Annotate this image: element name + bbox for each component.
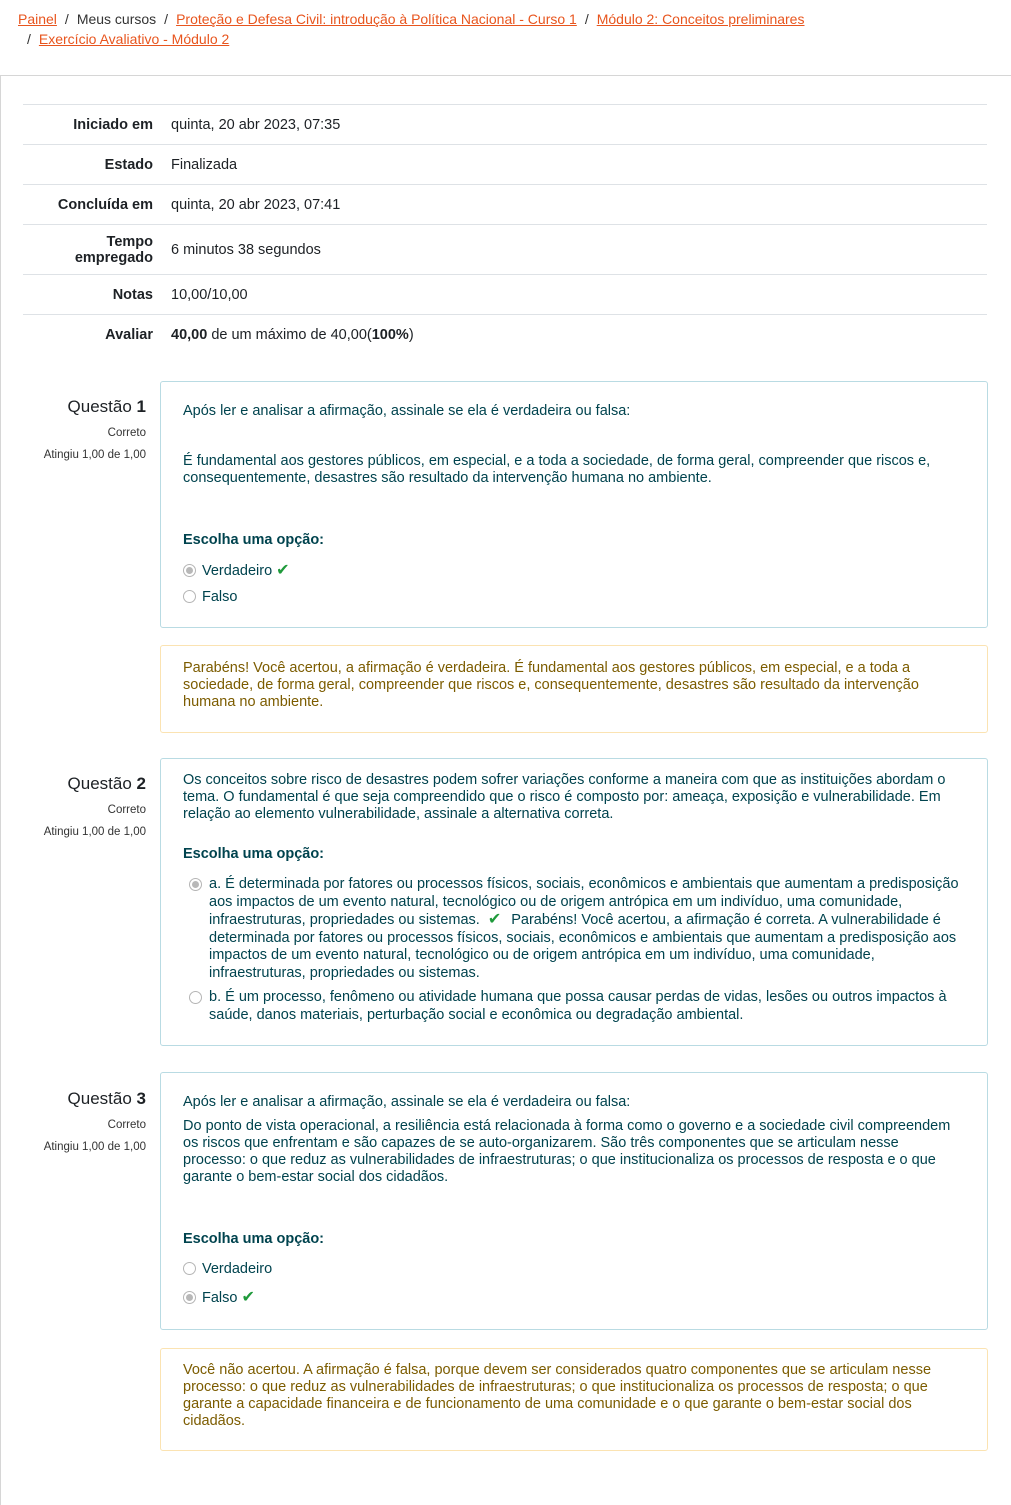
summary-label [23,225,163,275]
option-label: Verdadeiro [202,563,273,579]
summary-value [163,315,987,355]
question-3-content [160,1072,988,1330]
answer-prompt: Escolha uma opção: [183,846,325,862]
summary-value: Finalizada [171,156,238,173]
question-number [20,774,146,794]
summary-row-marks [23,275,987,315]
question-state: Correto [107,427,146,439]
summary-label: Avaliar [105,326,153,343]
summary-row-time [23,225,987,275]
option-feedback: Parabéns! Você acertou, a afirmação é correta. A vulnerabilidade é determinada por fatores ou processos físicos, sociais, econômicos e ambientais que aumentam a predisposição aos impactos de um evento natural, tecnológico ou de origem antrópica em um indivíduo, uma comunidade, infraestruturas, propriedades ou sistemas. [209,912,957,981]
answer-prompt: Escolha uma opção: [183,532,325,548]
question-grade: Atingiu 1,00 de 1,00 [43,826,146,838]
question-number [20,1089,146,1109]
attempt-summary-table [23,104,987,355]
summary-label: Notas [112,286,153,303]
question-state: Correto [107,804,146,816]
option-b[interactable] [183,989,963,1024]
summary-row-started [23,105,987,145]
grade-score: 40,00 [171,326,208,343]
summary-row-grade [23,315,987,355]
option-verdadeiro[interactable] [183,562,965,580]
question-3-feedback [160,1348,988,1451]
radio-button[interactable] [183,1291,196,1304]
breadcrumb-painel[interactable]: Painel [18,11,57,27]
radio-button[interactable] [183,590,196,603]
grade-percent: 100% [371,326,409,343]
question-number [20,397,146,417]
question-label: Questão [67,1089,132,1108]
question-intro: Após ler e analisar a afirmação, assinale se ela é verdadeira ou falsa: [183,1094,631,1110]
question-2-info [20,774,146,838]
feedback-text: Parabéns! Você acertou, a afirmação é verdadeira. É fundamental aos gestores públicos, em especial, e a toda a sociedade, de forma geral, compreender que riscos e, consequentemente, desastres são resultado da intervenção humana no ambiente. [183,660,919,710]
breadcrumb-separator: / [64,11,69,27]
feedback-text: Você não acertou. A afirmação é falsa, porque devem ser considerados quatro componentes que se articulam nesse processo: o que reduz as vulnerabilidades de infraestruturas; o que institucionaliza os processos de resposta; o que garante a capacidade financeira e de funcionamento de uma comunidade e o que garante o bem-estar social dos cidadãos. [183,1362,932,1429]
grade-text: de um máximo de 40,00( [207,326,372,343]
question-label: Questão [67,774,132,793]
option-label: a. É determinada por fatores ou processos físicos, sociais, econômicos e ambientais que aumentam a predisposição aos impactos de um evento natural, tecnológico ou de origem antrópica em um indivíduo, uma comunidade, infraestruturas, propriedades ou sistemas. [209,876,959,928]
question-2-content [160,758,988,1046]
question-statement: Do ponto de vista operacional, a resiliência está relacionada à forma como o governo e a sociedade civil compreendem os riscos que enfrentam e são capazes de se auto-organizarem. São três componentes que se articulam nesse processo: o que reduz as vulnerabilidades de infraestruturas; o que institucionaliza os processos de resposta e o que garante o bem-estar social dos cidadãos. [183,1118,951,1185]
summary-label: Concluída em [57,196,153,213]
check-icon: ✔ [487,911,502,928]
summary-label-line: Tempo [106,233,153,250]
option-a-text [183,876,963,982]
radio-button[interactable] [183,1262,196,1275]
breadcrumb-separator: / [164,11,169,27]
question-statement: É fundamental aos gestores públicos, em especial, e a toda a sociedade, de forma geral, compreender que riscos e, consequentemente, desastres são resultado da intervenção humana no ambiente. [183,453,931,486]
summary-value: quinta, 20 abr 2023, 07:35 [171,116,341,133]
option-b-text: b. É um processo, fenômeno ou atividade humana que possa causar perdas de vidas, lesões ou outros impactos à saúde, danos materiais, perturbação social e econômica ou degradação ambiental. [209,989,947,1023]
summary-value: quinta, 20 abr 2023, 07:41 [171,196,341,213]
answer-prompt: Escolha uma opção: [183,1231,325,1247]
option-a[interactable] [183,876,963,982]
breadcrumb-meus-cursos: Meus cursos [76,11,157,27]
radio-button[interactable] [183,564,196,577]
breadcrumb-exercicio[interactable]: Exercício Avaliativo - Módulo 2 [38,31,230,47]
radio-button[interactable] [189,991,202,1004]
option-label: Falso [202,1290,238,1306]
question-number-value: 2 [136,774,146,793]
summary-label: Estado [104,156,153,173]
question-1-info [20,397,146,461]
breadcrumb-modulo[interactable]: Módulo 2: Conceitos preliminares [596,11,805,27]
summary-value: 6 minutos 38 segundos [171,241,321,258]
breadcrumb-separator: / [27,31,31,47]
option-label: Falso [202,589,238,605]
summary-label-line: empregado [74,249,153,266]
question-1-feedback [160,645,988,733]
question-number-value: 3 [136,1089,146,1108]
question-1-content [160,381,988,628]
check-icon: ✔ [276,562,290,579]
question-statement: Os conceitos sobre risco de desastres podem sofrer variações conforme a maneira com que as instituições abordam o tema. O fundamental é que seja compreendido que o risco é composto por: ameaça, exposição e vulnerabilidade. Em relação ao elemento vulnerabilidade, assinale a alternativa correta. [183,772,946,822]
option-verdadeiro[interactable] [183,1261,965,1278]
check-icon: ✔ [241,1289,255,1306]
radio-button[interactable] [189,878,202,891]
question-number-value: 1 [136,397,146,416]
option-label: Verdadeiro [202,1261,273,1277]
question-intro: Após ler e analisar a afirmação, assinale se ela é verdadeira ou falsa: [183,403,631,419]
option-falso[interactable] [183,589,965,606]
breadcrumb [18,9,998,49]
summary-label: Iniciado em [73,116,153,133]
summary-row-completed [23,185,987,225]
grade-text: ) [408,326,414,343]
summary-row-state [23,145,987,185]
option-falso[interactable] [183,1289,965,1307]
question-3-info [20,1089,146,1153]
summary-value: 10,00/10,00 [171,286,248,303]
breadcrumb-curso[interactable]: Proteção e Defesa Civil: introdução à Política Nacional - Curso 1 [176,11,577,27]
question-grade: Atingiu 1,00 de 1,00 [43,449,146,461]
question-state: Correto [107,1119,146,1131]
question-grade: Atingiu 1,00 de 1,00 [43,1141,146,1153]
question-label: Questão [67,397,132,416]
breadcrumb-separator: / [584,11,589,27]
